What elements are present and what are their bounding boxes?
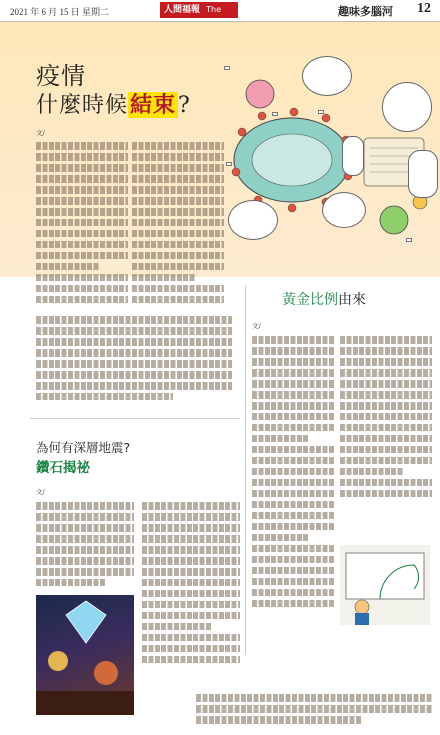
title-prefix: 什麼時候 [36,93,129,118]
article1-body-col2 [132,142,224,312]
newspaper-logo [160,2,238,18]
label-mutation [406,238,412,242]
feature-panel [0,22,440,277]
logo-en: The [206,5,222,14]
article2-title [282,289,366,309]
speech-bubble-top [302,56,352,96]
label-virus-family [224,66,230,70]
article3-body-col2 [142,502,240,672]
label-new-strain [226,162,232,166]
article2-title-suffix: 由來 [338,292,366,308]
label-variant [272,112,278,116]
label-sars [318,110,324,114]
page-number: 12 [417,1,431,16]
title-highlight: 結束 [130,92,177,118]
article1-body-continued [36,316,232,406]
section-divider [30,418,240,419]
article3-title-line1: 為何有深層地震? [36,440,131,455]
speech-bubble-bottom-right [342,136,364,176]
article2-body-col2 [340,336,432,536]
diamond-illustration [36,595,134,715]
page-header [0,0,440,22]
issue-date: 2021 年 6 月 15 日 星期二 [10,7,110,17]
article1-byline: 文/ [36,129,45,137]
diamond-drawing [36,595,134,715]
section-name: 趣味多腦河 [338,5,393,18]
article3-body-col1 [36,502,134,592]
logo-text: 人間福報 [164,5,201,15]
speech-bubble-far-right [408,150,438,198]
golden-ratio-drawing [340,545,430,625]
article3-body-bottom [196,694,432,730]
article2-byline: 文/ [252,322,261,330]
title-suffix: ? [178,93,191,118]
article3-byline: 文/ [36,488,45,496]
article2-title-prefix: 黃金比例 [282,292,338,308]
virus-illustration [222,52,440,252]
golden-ratio-illustration [340,545,430,625]
article2-body-col1 [252,336,334,646]
column-divider [245,285,246,655]
article1-title-line1: 疫情 [36,62,86,90]
speech-bubble-mid [322,192,366,228]
article1-title-line2 [36,88,191,119]
article1-body-col1 [36,142,128,312]
speech-bubble-left [228,200,278,240]
speech-bubble-right [382,82,432,132]
article3-title-line2: 鑽石揭祕 [36,460,90,476]
